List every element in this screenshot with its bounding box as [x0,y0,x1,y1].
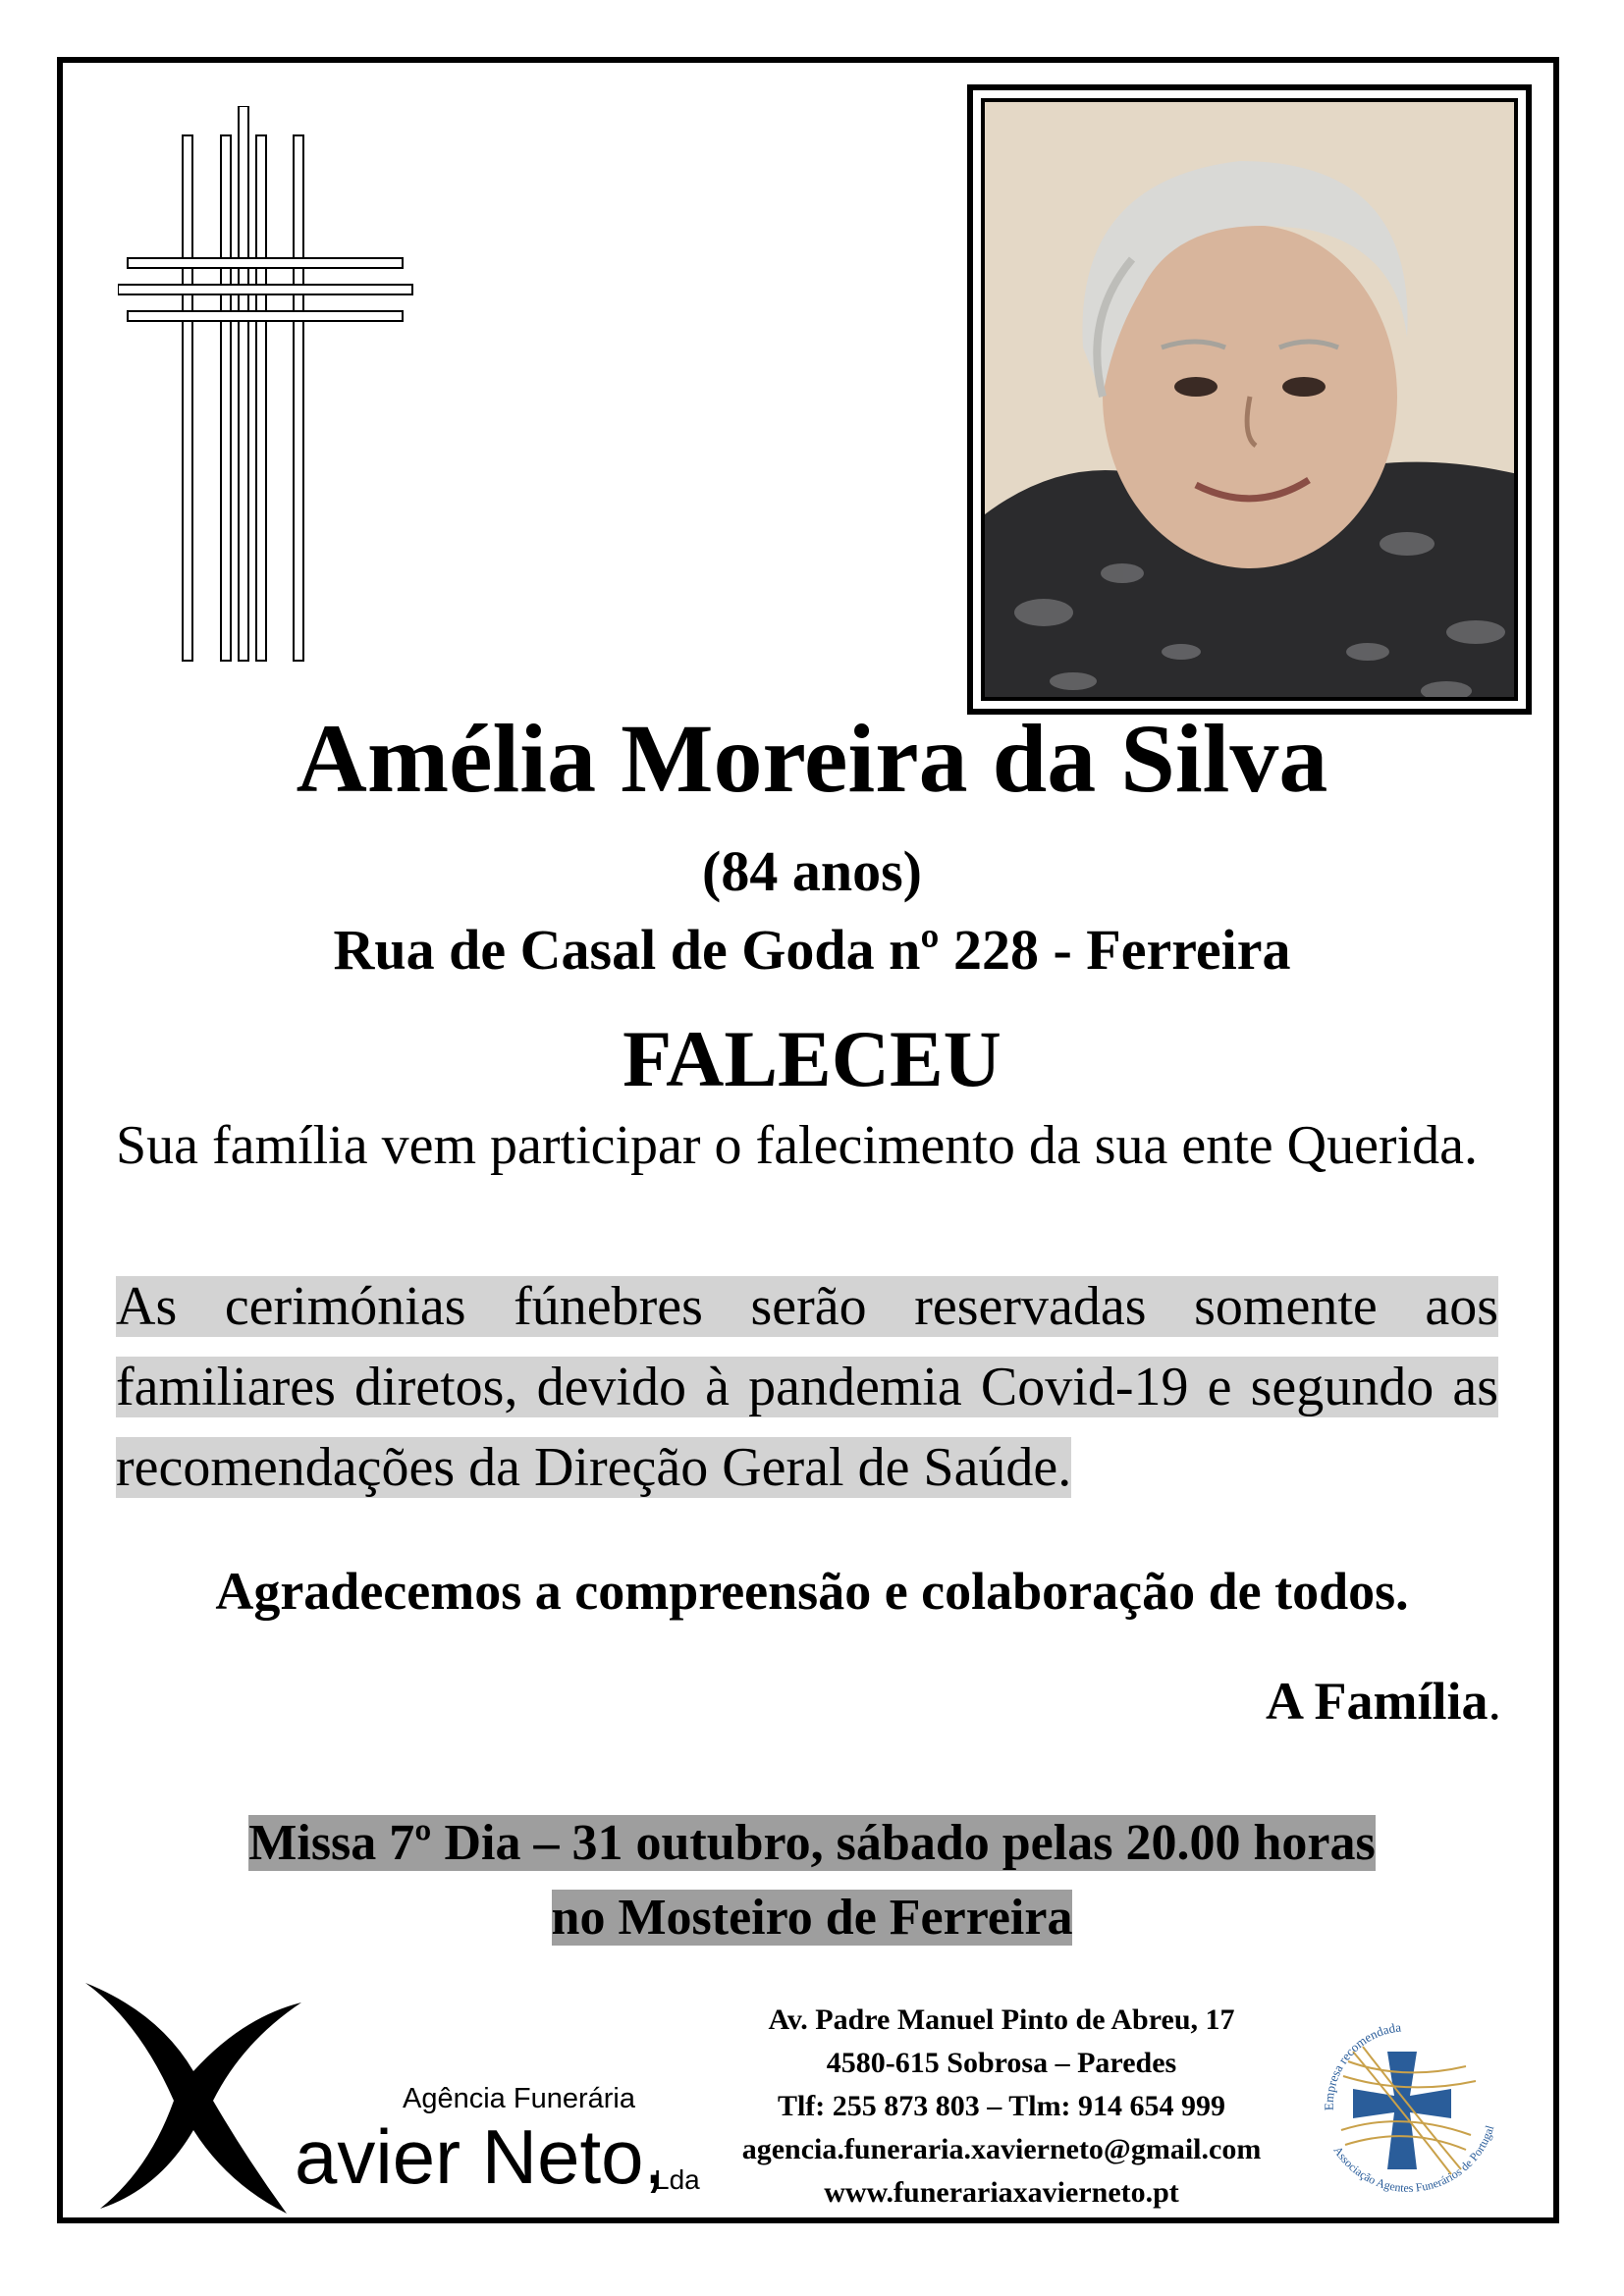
cross-icon [118,106,422,670]
deceased-address: Rua de Casal de Goda nº 228 - Ferreira [333,918,1291,982]
badge-top-text: Empresa recomendada [1321,2019,1402,2111]
agency-contact [727,1999,1276,2215]
mass-info [0,1806,1624,1955]
agency-x-logo [81,1973,306,2223]
portrait-photo [981,98,1518,701]
agency-tagline: Agência Funerária [403,2083,635,2114]
agency-suffix: Lda [654,2164,700,2195]
association-badge-icon [1294,2002,1520,2223]
signature-text: A Família [1266,1672,1489,1731]
badge-bottom-text: Associação Agentes Funerários de Portugal [1330,2123,1497,2195]
agency-phone: Tlf: 255 873 803 – Tlm: 914 654 999 [777,2090,1226,2122]
ceremony-paragraph [116,1266,1498,1508]
portrait-frame [967,84,1532,715]
agency-name: avier Neto, [295,2113,666,2200]
thanks-line: Agradecemos a compreensão e colaboração de todos. [215,1562,1409,1621]
signature [1266,1671,1501,1732]
announcement-paragraph: Sua família vem participar o falecimento da sua ente Querida. [116,1115,1478,1176]
deceased-name: Amélia Moreira da Silva [296,704,1328,813]
agency-address-line-1: Av. Padre Manuel Pinto de Abreu, 17 [768,2003,1235,2036]
ceremony-paragraph-text: As cerimónias fúnebres serão reservadas somente aos familiares diretos, devido à pandemia Covid-19 e segundo as recomendações da Direção Geral de Saúde. [116,1276,1498,1498]
signature-dot: . [1488,1672,1501,1731]
agency-address-line-2: 4580-615 Sobrosa – Paredes [826,2047,1177,2079]
deceased-age: (84 anos) [702,839,922,903]
mass-line-2: no Mosteiro de Ferreira [551,1890,1073,1946]
agency-website: www.funerariaxavierneto.pt [824,2176,1179,2209]
headline: FALECEU [623,1014,1001,1103]
mass-line-1: Missa 7º Dia – 31 outubro, sábado pelas 20.00 horas [248,1815,1376,1871]
agency-email: agencia.funeraria.xavierneto@gmail.com [741,2133,1262,2165]
